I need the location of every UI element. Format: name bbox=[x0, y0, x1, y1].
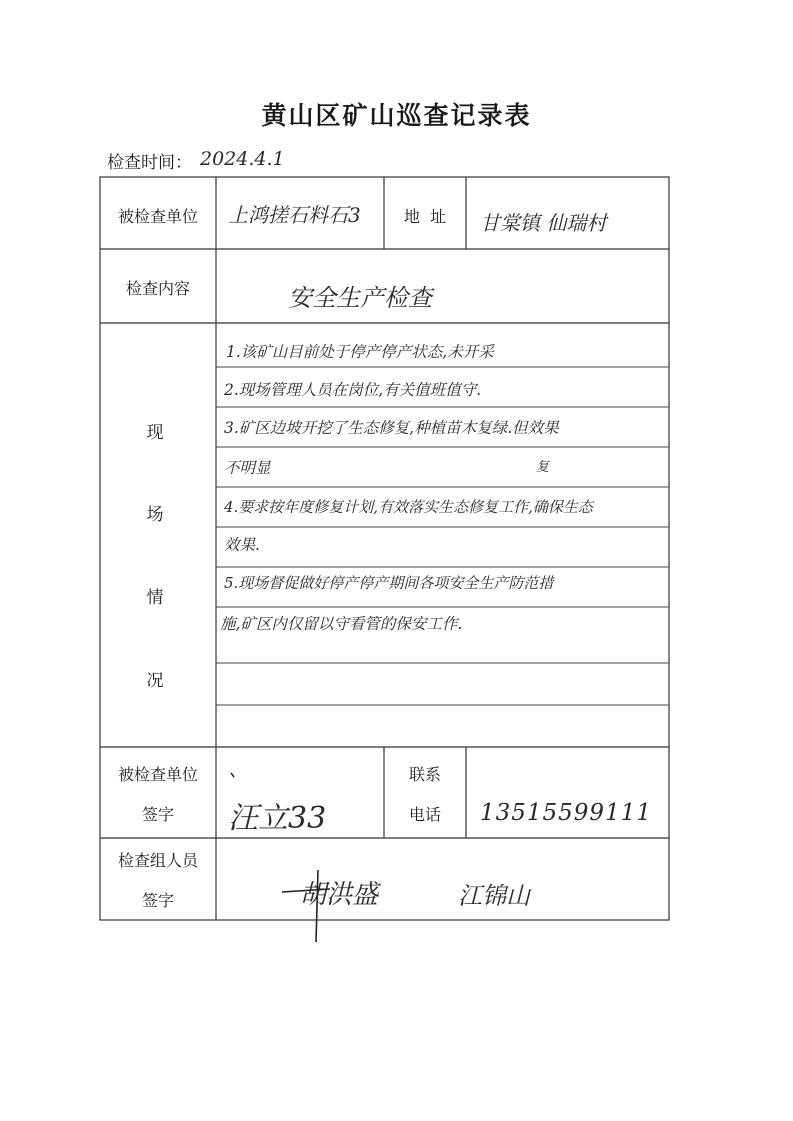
contact-phone: 13515599111 bbox=[480, 800, 652, 826]
situation-label-char-2: 场 bbox=[146, 505, 164, 525]
situation-line-8: 施,矿区内仅留以守看管的保安工作. bbox=[220, 615, 463, 633]
address-value: 甘棠镇 仙瑞村 bbox=[480, 211, 607, 235]
inspection-time-value: 2024.4.1 bbox=[200, 148, 285, 170]
unit-sign-label-line2: 签字 bbox=[141, 805, 174, 824]
inspected-unit-value: 上鸿搓石料石3 bbox=[228, 203, 361, 227]
inspection-time-label: 检查时间： bbox=[107, 153, 192, 173]
unit-sign-label-line1: 被检查单位 bbox=[117, 765, 198, 784]
address-label: 地 址 bbox=[403, 207, 447, 226]
inspector-signature-1: 胡洪盛 bbox=[300, 880, 379, 910]
inspection-content-label: 检查内容 bbox=[125, 279, 190, 298]
inspection-content-value: 安全生产检查 bbox=[288, 284, 432, 312]
situation-insert-mark: 复 bbox=[536, 460, 550, 475]
inspected-unit-label: 被检查单位 bbox=[117, 207, 198, 226]
situation-line-7: 5.现场督促做好停产停产期间各项安全生产防范措 bbox=[224, 574, 554, 592]
contact-label-line1: 联系 bbox=[408, 765, 441, 784]
inspector-sign-label-line1: 检查组人员 bbox=[117, 851, 198, 870]
situation-line-2: 2.现场管理人员在岗位,有关值班值守. bbox=[224, 381, 482, 399]
contact-label-line2: 电话 bbox=[408, 805, 441, 824]
inspector-sign-label-line2: 签字 bbox=[141, 891, 174, 910]
situation-line-3: 3.矿区边坡开挖了生态修复,种植苗木复绿.但效果 bbox=[224, 419, 559, 437]
situation-line-4: 不明显 bbox=[224, 459, 271, 477]
situation-label-char-3: 情 bbox=[146, 588, 164, 608]
situation-line-6: 效果. bbox=[224, 536, 260, 554]
unit-signature: 汪立33 bbox=[228, 801, 327, 836]
situation-line-1: 1.该矿山目前处于停产停产状态,未开采 bbox=[226, 343, 494, 361]
situation-label-char-4: 况 bbox=[146, 671, 164, 691]
inspector-signature-2: 江锦山 bbox=[458, 882, 530, 910]
situation-label-char-1: 现 bbox=[146, 423, 164, 443]
situation-line-5: 4.要求按年度修复计划,有效落实生态修复工作,确保生态 bbox=[224, 498, 593, 516]
page-title: 黄山区矿山巡查记录表 bbox=[261, 101, 532, 130]
